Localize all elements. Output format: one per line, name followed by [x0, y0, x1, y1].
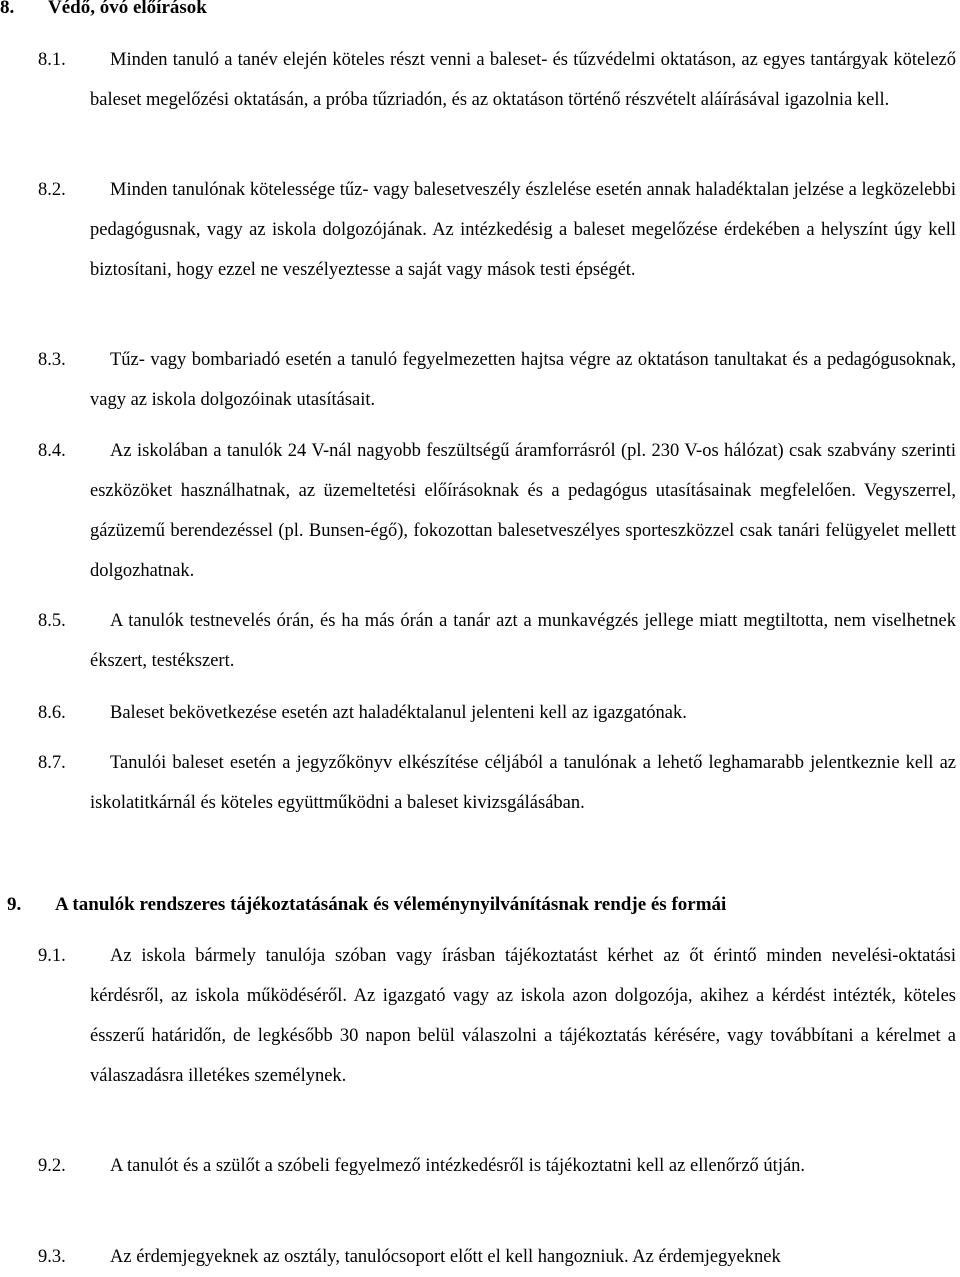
- list-item-9-2: [38, 1146, 956, 1186]
- item-number: 8.6.: [38, 703, 66, 723]
- list-item-8-4: [38, 431, 956, 591]
- item-text: Tanulói baleset esetén a jegyzőkönyv elkészítése céljából a tanulónak a lehető leghamarabb jelentkeznie kell az iskolatitkárnál és köteles együttműködni a baleset kivizsgálásában.: [90, 753, 956, 813]
- list-item-9-1: [38, 936, 956, 1096]
- list-item-9-3: [38, 1237, 956, 1277]
- section-heading-9: [7, 894, 726, 916]
- section-heading-8: [0, 0, 207, 19]
- section-number: 8.: [0, 0, 15, 18]
- item-number: 8.1.: [38, 50, 66, 70]
- item-number: 8.4.: [38, 441, 66, 461]
- item-number: 9.2.: [38, 1156, 66, 1176]
- item-number: 8.7.: [38, 753, 66, 773]
- list-item-8-6: [38, 693, 956, 733]
- list-item-8-2: [38, 170, 956, 290]
- item-number: 9.1.: [38, 946, 66, 966]
- item-number: 9.3.: [38, 1247, 66, 1267]
- item-text: Az iskolában a tanulók 24 V-nál nagyobb feszültségű áramforrásról (pl. 230 V-os hálózat) csak szabvány szerinti eszközöket használhatnak, az üzemeltetési előírásoknak és a pedagógus utasításainak megfelelően. Vegyszerrel, gázüzemű berendezéssel (pl. Bunsen-égő), fokozottan balesetveszélyes sporteszközzel csak tanári felügyelet mellett dolgozhatnak.: [90, 441, 956, 581]
- item-number: 8.3.: [38, 350, 66, 370]
- item-text: Tűz- vagy bombariadó esetén a tanuló fegyelmezetten hajtsa végre az oktatáson tanultakat és a pedagógusoknak, vagy az iskola dolgozóinak utasításait.: [90, 350, 956, 410]
- list-item-8-5: [38, 601, 956, 681]
- section-title: Védő, óvó előírások: [48, 0, 207, 18]
- item-text: A tanulók testnevelés órán, és ha más órán a tanár azt a munkavégzés jellege miatt megtiltotta, nem viselhetnek ékszert, testékszert.: [90, 611, 956, 671]
- section-title: A tanulók rendszeres tájékoztatásának és véleménynyilvánításnak rendje és formái: [55, 894, 727, 915]
- list-item-8-7: [38, 743, 956, 823]
- item-text: A tanulót és a szülőt a szóbeli fegyelmező intézkedésről is tájékoztatni kell az ellenőrző útján.: [110, 1156, 806, 1176]
- item-text: Minden tanulónak kötelessége tűz- vagy balesetveszély észlelése esetén annak haladéktalan jelzése a legközelebbi pedagógusnak, vagy az iskola dolgozójának. Az intézkedésig a baleset megelőzése érdekében a helyszínt úgy kell biztosítani, hogy ezzel ne veszélyeztesse a saját vagy mások testi épségét.: [90, 180, 956, 280]
- section-number: 9.: [7, 894, 22, 915]
- item-text: Az iskola bármely tanulója szóban vagy írásban tájékoztatást kérhet az őt érintő minden nevelési-oktatási kérdésről, az iskola működéséről. Az igazgató vagy az iskola azon dolgozója, akihez a kérdést intézték, köteles ésszerű határidőn, de legkésőbb 30 napon belül válaszolni a tájékoztatás kérésére, vagy továbbítani a kérelmet a válaszadásra illetékes személynek.: [90, 946, 956, 1086]
- item-number: 8.2.: [38, 180, 66, 200]
- item-number: 8.5.: [38, 611, 66, 631]
- item-text: Az érdemjegyeknek az osztály, tanulócsoport előtt el kell hangozniuk. Az érdemjegyeknek: [110, 1247, 781, 1267]
- list-item-8-3: [38, 340, 956, 420]
- item-text: Baleset bekövetkezése esetén azt haladéktalanul jelenteni kell az igazgatónak.: [110, 703, 687, 723]
- list-item-8-1: [38, 40, 956, 120]
- item-text: Minden tanuló a tanév elején köteles részt venni a baleset- és tűzvédelmi oktatáson, az egyes tantárgyak kötelező baleset megelőzési oktatásán, a próba tűzriadón, és az oktatáson történő részvételt aláírásával igazolnia kell.: [90, 50, 956, 110]
